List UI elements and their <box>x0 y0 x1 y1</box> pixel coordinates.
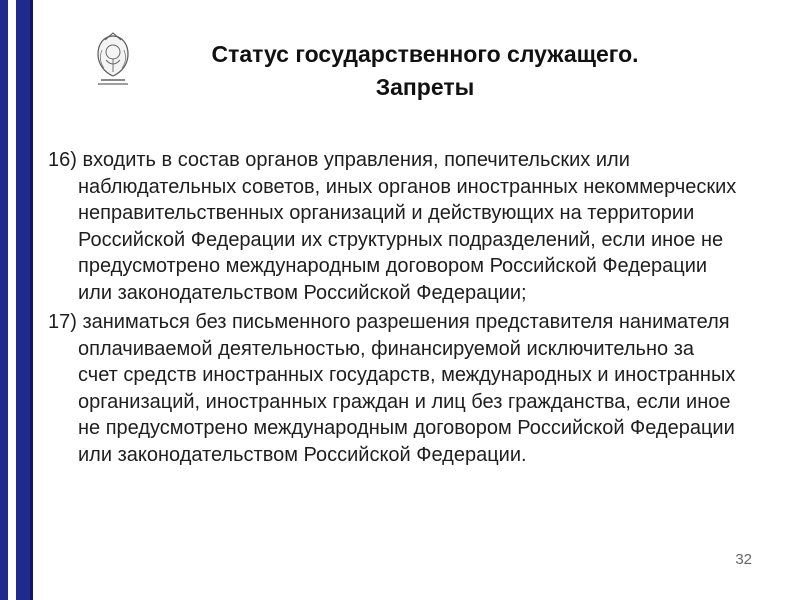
title-line-2: Запреты <box>375 74 475 100</box>
side-stripe <box>8 0 16 600</box>
prohibitions-list <box>48 147 738 471</box>
title-line-1: Статус государственного служащего. <box>211 41 639 67</box>
emblem-icon <box>82 30 144 92</box>
side-bar <box>0 0 33 600</box>
side-line <box>30 0 33 600</box>
page-number: 32 <box>735 551 752 568</box>
page-title <box>150 38 700 104</box>
list-item: 16) входить в состав органов управления, попечительских или наблюдательных советов, иных органов иностранных некоммерческих неправительственных организаций и действующих на территории Российской Федерации их структурных подразделений, если иное не предусмотрено международным договором Российской Федерации или законодательством Российской Федерации; <box>48 149 737 304</box>
list-item: 17) заниматься без письменного разрешения представителя нанимателя оплачиваемой деятельностью, финансируемой исключительно за счет средств иностранных государств, международных и иностранных организаций, иностранных граждан и лиц без гражданства, если иное не предусмотрено международным договором Российской Федерации или законодательством Российской Федерации. <box>48 311 736 466</box>
